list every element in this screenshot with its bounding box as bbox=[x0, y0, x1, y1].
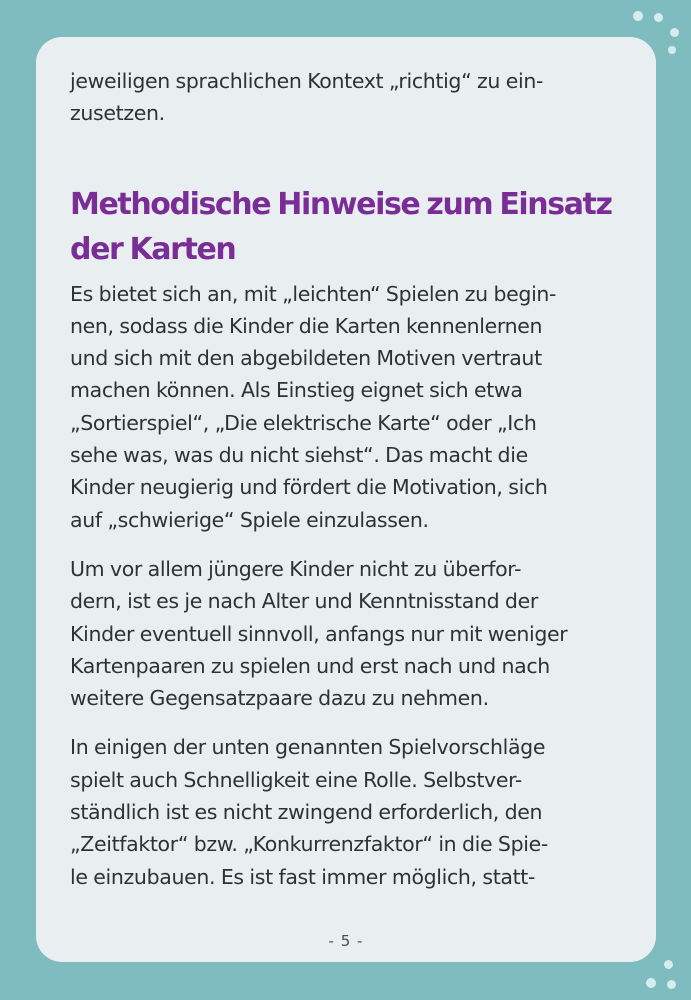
text-line: Es bietet sich an, mit „leichten“ Spielen zu begin- bbox=[70, 281, 557, 306]
text-line: machen können. Als Einstieg eignet sich etwa bbox=[70, 378, 523, 403]
text-line: Kartenpaaren zu spielen und erst nach und nach bbox=[70, 653, 550, 678]
paragraph-spacer bbox=[70, 536, 626, 553]
text-line: und sich mit den abgebildeten Motiven vertraut bbox=[70, 346, 542, 371]
page-number: - 5 - bbox=[328, 932, 364, 950]
body-paragraph-3 bbox=[70, 731, 626, 892]
text-line: In einigen der unten genannten Spielvorschläge bbox=[70, 735, 546, 760]
paragraph-spacer bbox=[70, 714, 626, 731]
decorative-dot bbox=[667, 980, 676, 989]
heading-line: Methodische Hinweise zum Einsatz bbox=[70, 186, 612, 222]
text-line: Kinder eventuell sinnvoll, anfangs nur mit weniger bbox=[70, 621, 568, 646]
decorative-dot bbox=[670, 28, 679, 37]
text-line: nen, sodass die Kinder die Karten kennenlernen bbox=[70, 313, 543, 338]
decorative-dot bbox=[668, 46, 676, 54]
text-line: spielt auch Schnelligkeit eine Rolle. Selbstver- bbox=[70, 767, 522, 792]
intro-paragraph bbox=[70, 65, 626, 130]
body-paragraph-2 bbox=[70, 553, 626, 714]
text-line: Kinder neugierig und fördert die Motivation, sich bbox=[70, 475, 548, 500]
body-paragraph-1 bbox=[70, 278, 626, 536]
text-line: sehe was, was du nicht siehst“. Das macht die bbox=[70, 443, 528, 468]
text-line: Um vor allem jüngere Kinder nicht zu überfor- bbox=[70, 556, 522, 581]
text-line: jeweiligen sprachlichen Kontext „richtig“ zu ein- bbox=[70, 69, 544, 93]
decorative-dot bbox=[646, 978, 656, 988]
text-line: le einzubauen. Es ist fast immer möglich, statt- bbox=[70, 864, 536, 889]
text-line: „Sortierspiel“, „Die elektrische Karte“ oder „Ich bbox=[70, 410, 537, 435]
text-line: ständlich ist es nicht zwingend erforderlich, den bbox=[70, 800, 543, 825]
text-line: auf „schwierige“ Spiele einzulassen. bbox=[70, 507, 429, 532]
page-card bbox=[36, 37, 656, 962]
text-line: dern, ist es je nach Alter und Kenntnisstand der bbox=[70, 589, 538, 614]
heading-line: der Karten bbox=[70, 231, 236, 267]
section-heading bbox=[70, 182, 626, 272]
text-line: zusetzen. bbox=[70, 101, 165, 126]
text-line: „Zeitfaktor“ bzw. „Konkurrenzfaktor“ in die Spie- bbox=[70, 832, 548, 857]
decorative-dot bbox=[654, 13, 663, 22]
decorative-dot bbox=[664, 960, 673, 969]
decorative-dot bbox=[633, 11, 643, 21]
text-line: weitere Gegensatzpaare dazu zu nehmen. bbox=[70, 686, 489, 711]
